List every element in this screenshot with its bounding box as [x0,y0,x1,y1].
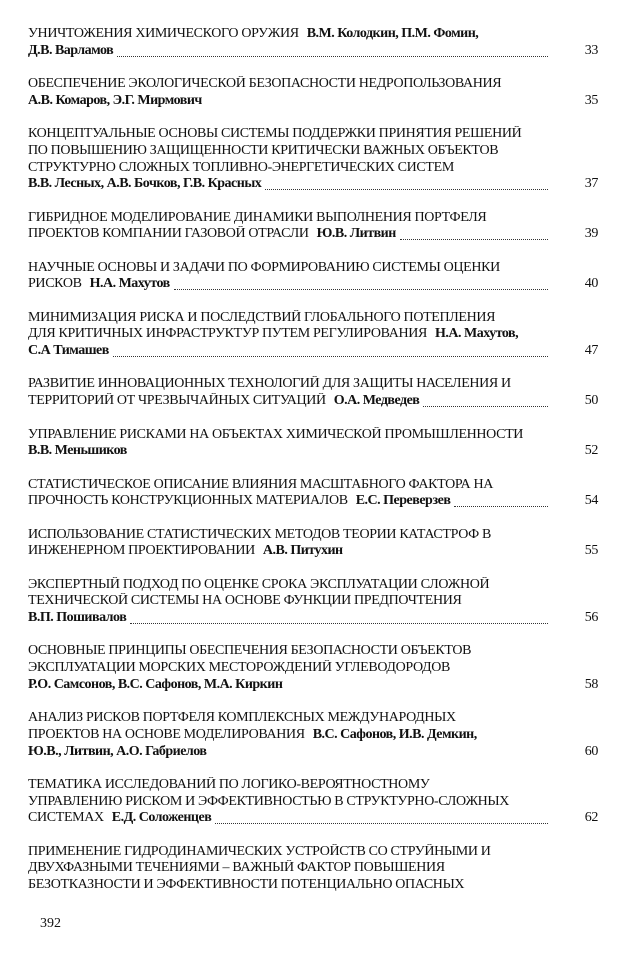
toc-line [28,810,598,827]
entry-page-number: 33 [584,42,598,58]
entry-page-number: 58 [584,676,598,692]
entry-title: УНИЧТОЖЕНИЯ ХИМИЧЕСКОГО ОРУЖИЯ [28,26,299,41]
toc-line [28,310,598,327]
entry-page-number: 37 [584,176,598,192]
entry-title: КОНЦЕПТУАЛЬНЫЕ ОСНОВЫ СИСТЕМЫ ПОДДЕРЖКИ ПРИНЯТИЯ РЕШЕНИЙ [28,126,522,142]
toc-line-body [28,643,548,660]
entry-title: НАУЧНЫЕ ОСНОВЫ И ЗАДАЧИ ПО ФОРМИРОВАНИЮ СИСТЕМЫ ОЦЕНКИ [28,259,500,275]
entry-title: УПРАВЛЕНИЕ РИСКАМИ НА ОБЪЕКТАХ ХИМИЧЕСКОЙ ПРОМЫШЛЕННОСТИ [28,426,524,442]
toc-line [28,376,598,393]
entry-title: СТАТИСТИЧЕСКОЕ ОПИСАНИЕ ВЛИЯНИЯ МАСШТАБНОГО ФАКТОРА НА [28,476,493,492]
entry-title: ПРОЕКТОВ НА ОСНОВЕ МОДЕЛИРОВАНИЯ [28,726,305,742]
page-number: 392 [40,916,61,931]
entry-authors: В.П. Пошивалов [28,610,127,626]
entry-title: ПРИМЕНЕНИЕ ГИДРОДИНАМИЧЕСКИХ УСТРОЙСТВ СО СТРУЙНЫМИ И [28,843,491,859]
entry-title: ДЛЯ КРИТИЧНЫХ ИНФРАСТРУКТУР ПУТЕМ РЕГУЛИРОВАНИЯ [28,326,428,342]
dot-leader [130,623,548,624]
toc-line-body [28,610,548,627]
toc-line [28,844,598,861]
entry-title: РИСКОВ [28,276,82,292]
toc-line [28,477,598,494]
toc-line [28,744,598,761]
toc-line [28,777,598,794]
toc-line-body [28,877,548,894]
entry-title: ДВУХФАЗНЫМИ ТЕЧЕНИЯМИ – ВАЖНЫЙ ФАКТОР ПОВЫШЕНИЯ [28,860,445,876]
entry-page-number: 54 [584,493,598,509]
entry-title: АНАЛИЗ РИСКОВ ПОРТФЕЛЯ КОМПЛЕКСНЫХ МЕЖДУНАРОДНЫХ [28,710,456,726]
toc-line-body [28,376,548,393]
entry-authors: О.А. Медведев [333,393,420,409]
entry-title: ОБЕСПЕЧЕНИЕ ЭКОЛОГИЧЕСКОЙ БЕЗОПАСНОСТИ НЕДРОПОЛЬЗОВАНИЯ [28,76,502,92]
toc-line [28,443,598,460]
table-of-contents [28,26,598,910]
toc-line [28,543,598,560]
toc-line-body [28,210,548,227]
entry-authors: Н.А. Махутов, [435,326,519,342]
toc-line [28,610,598,627]
toc-entry [28,527,598,560]
entry-title: ТЕХНИЧЕСКОЙ СИСТЕМЫ НА ОСНОВЕ ФУНКЦИИ ПРЕДПОЧТЕНИЯ [28,593,462,609]
toc-line [28,226,598,243]
entry-page-number: 55 [584,543,598,559]
toc-line-body [28,577,548,594]
toc-line-body [28,794,548,811]
toc-line-body [28,76,548,93]
toc-line-body [28,126,548,143]
entry-authors: С.А Тимашев [28,343,109,359]
toc-line-body [28,143,548,160]
entry-title: ЭКСПЛУАТАЦИИ МОРСКИХ МЕСТОРОЖДЕНИЙ УГЛЕВОДОРОДОВ [28,660,450,676]
entry-title: ГИБРИДНОЕ МОДЕЛИРОВАНИЕ ДИНАМИКИ ВЫПОЛНЕНИЯ ПОРТФЕЛЯ [28,209,487,225]
entry-page-number: 35 [584,92,598,108]
entry-title: СТРУКТУРНО СЛОЖНЫХ ТОПЛИВНО-ЭНЕРГЕТИЧЕСКИХ СИСТЕМ [28,159,454,175]
toc-line [28,276,598,293]
entry-authors: Д.В. Варламов [28,42,114,58]
entry-title: ЭКСПЕРТНЫЙ ПОДХОД ПО ОЦЕНКЕ СРОКА ЭКСПЛУАТАЦИИ СЛОЖНОЙ [28,576,490,592]
entry-page-number: 62 [584,810,598,826]
toc-entry [28,643,598,693]
dot-leader [265,189,548,190]
toc-line [28,43,598,60]
entry-title: ТЕМАТИКА ИССЛЕДОВАНИЙ ПО ЛОГИКО-ВЕРОЯТНОСТНОМУ [28,776,430,792]
toc-entry [28,76,598,109]
toc-line [28,794,598,811]
entry-page-number: 47 [584,343,598,359]
entry-authors: Ю.В. Литвин [316,226,396,242]
toc-entry [28,126,598,193]
dot-leader [113,356,548,357]
toc-entry [28,260,598,293]
entry-title: ТЕРРИТОРИЙ ОТ ЧРЕЗВЫЧАЙНЫХ СИТУАЦИЙ [28,393,326,409]
toc-line-body [28,493,548,510]
toc-entry [28,844,598,894]
toc-line-body [28,43,548,60]
toc-line-body [28,176,548,193]
toc-line [28,143,598,160]
entry-authors: В.С. Сафонов, И.В. Демкин, [312,726,477,742]
toc-line-body [28,727,548,744]
toc-entry [28,777,598,827]
toc-entry [28,577,598,627]
toc-line [28,393,598,410]
toc-line-body [28,860,548,877]
toc-line-body [28,477,548,494]
toc-entry [28,710,598,760]
toc-line [28,577,598,594]
entry-title: ПРОЧНОСТЬ КОНСТРУКЦИОННЫХ МАТЕРИАЛОВ [28,493,348,509]
toc-line-body [28,160,548,177]
entry-authors: Е.Д. Соложенцев [111,810,212,826]
toc-entry [28,26,598,59]
toc-line [28,677,598,694]
toc-line-body [28,710,548,727]
toc-line-body [28,443,548,460]
entry-page-number: 60 [584,743,598,759]
entry-authors: А.В. Питухин [262,543,343,559]
toc-entry [28,427,598,460]
entry-title: БЕЗОТКАЗНОСТИ И ЭФФЕКТИВНОСТИ ПОТЕНЦИАЛЬНО ОПАСНЫХ [28,877,465,893]
entry-page-number: 50 [584,393,598,409]
toc-line [28,427,598,444]
toc-line [28,660,598,677]
entry-title: СИСТЕМАХ [28,810,104,826]
entry-authors: В.В. Меньшиков [28,443,127,459]
entry-authors: Н.А. Махутов [89,276,170,292]
toc-line-body [28,810,548,827]
toc-line [28,493,598,510]
entry-title: УПРАВЛЕНИЮ РИСКОМ И ЭФФЕКТИВНОСТЬЮ В СТРУКТУРНО-СЛОЖНЫХ [28,793,510,809]
toc-line [28,877,598,894]
entry-page-number: 56 [584,610,598,626]
toc-line-body [28,93,548,110]
entry-authors: А.В. Комаров, Э.Г. Мирмович [28,92,202,108]
toc-line [28,176,598,193]
toc-line [28,160,598,177]
entry-authors: Е.С. Переверзев [355,493,451,509]
toc-line [28,260,598,277]
toc-line-body [28,276,548,293]
toc-line [28,860,598,877]
dot-leader [215,823,548,824]
toc-entry [28,310,598,360]
toc-line [28,93,598,110]
entry-title: ИНЖЕНЕРНОМ ПРОЕКТИРОВАНИИ [28,543,255,559]
dot-leader [454,506,548,507]
toc-line-body [28,260,548,277]
toc-line-body [28,593,548,610]
toc-entry [28,477,598,510]
toc-line-body [28,744,548,761]
toc-line [28,643,598,660]
toc-entry [28,210,598,243]
toc-line-body [28,226,548,243]
toc-line-body [28,677,548,694]
toc-line [28,593,598,610]
entry-title: ПРОЕКТОВ КОМПАНИИ ГАЗОВОЙ ОТРАСЛИ [28,226,309,242]
toc-line [28,527,598,544]
entry-authors: Ю.В., Литвин, А.О. Габриелов [28,743,207,759]
entry-page-number: 39 [584,226,598,242]
toc-line-body [28,527,548,544]
toc-line-body [28,427,548,444]
dot-leader [423,406,548,407]
toc-line-body [28,844,548,861]
toc-line-body [28,777,548,794]
toc-line [28,727,598,744]
entry-authors: В.М. Колодкин, П.М. Фомин, [306,26,479,41]
toc-line [28,343,598,360]
entry-page-number: 40 [584,276,598,292]
entry-title: РАЗВИТИЕ ИННОВАЦИОННЫХ ТЕХНОЛОГИЙ ДЛЯ ЗАЩИТЫ НАСЕЛЕНИЯ И [28,376,511,392]
toc-line-body [28,660,548,677]
toc-line-body [28,343,548,360]
dot-leader [117,56,548,57]
entry-title: ОСНОВНЫЕ ПРИНЦИПЫ ОБЕСПЕЧЕНИЯ БЕЗОПАСНОСТИ ОБЪЕКТОВ [28,643,472,659]
toc-line [28,76,598,93]
entry-title: МИНИМИЗАЦИЯ РИСКА И ПОСЛЕДСТВИЙ ГЛОБАЛЬНОГО ПОТЕПЛЕНИЯ [28,309,496,325]
entry-authors: Р.О. Самсонов, В.С. Сафонов, М.А. Киркин [28,676,283,692]
toc-entry [28,376,598,409]
dot-leader [400,239,548,240]
dot-leader [174,289,548,290]
toc-line-body [28,310,548,327]
toc-line-body [28,393,548,410]
entry-title: ПО ПОВЫШЕНИЮ ЗАЩИЩЕННОСТИ КРИТИЧЕСКИ ВАЖНЫХ ОБЪЕКТОВ [28,142,499,158]
toc-line [28,210,598,227]
toc-line [28,26,598,43]
toc-line-body [28,26,548,43]
entry-authors: В.В. Лесных, А.В. Бочков, Г.В. Красных [28,176,262,192]
toc-line [28,326,598,343]
toc-line-body [28,326,548,343]
toc-line [28,126,598,143]
toc-line-body [28,543,548,560]
entry-page-number: 52 [584,443,598,459]
entry-title: ИСПОЛЬЗОВАНИЕ СТАТИСТИЧЕСКИХ МЕТОДОВ ТЕОРИИ КАТАСТРОФ В [28,526,491,542]
toc-line [28,710,598,727]
